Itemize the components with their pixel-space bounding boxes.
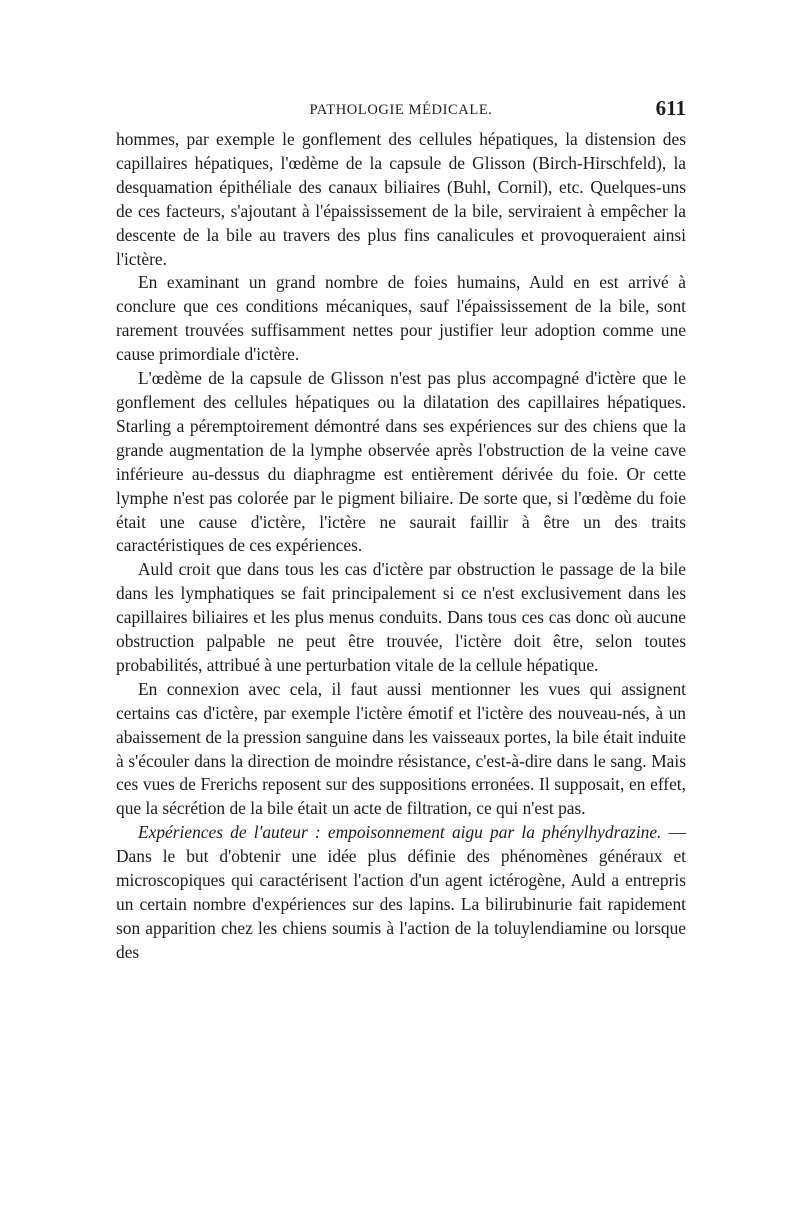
running-title: PATHOLOGIE MÉDICALE.	[309, 102, 493, 118]
paragraph-6	[116, 821, 686, 964]
page-number: 611	[655, 96, 686, 120]
paragraph-5: En connexion avec cela, il faut aussi mentionner les vues qui assignent certains cas d'ictère, par exemple l'ictère émotif et l'ictère des nouveau-nés, à un abaissement de la pression sanguine dans les vaisseaux portes, la bile était induite à s'écouler dans la direction de moindre résistance, c'est-à-dire dans le sang. Mais ces vues de Frerichs reposent sur des suppositions erronées. Il supposait, en effet, que la sécrétion de la bile était un acte de filtration, ce qui n'est pas.	[116, 678, 686, 819]
body-text	[116, 128, 686, 965]
section-text: — Dans le but d'obtenir une idée plus définie des phénomènes généraux et microscopiques qui caractérisent l'action d'un agent ictérogène, Auld a entrepris un certain nombre d'expériences sur des lapins. La bilirubinurie fait rapidement son apparition chez les chiens soumis à l'action de la toluylendiamine ou lorsque des	[116, 822, 687, 962]
paragraph-1: hommes, par exemple le gonflement des cellules hépatiques, la distension des capillaires hépatiques, l'œdème de la capsule de Glisson (Birch-Hirschfeld), la desquamation épithéliale des canaux biliaires (Buhl, Cornil), etc. Quelques-uns de ces facteurs, s'ajoutant à l'épaississement de la bile, serviraient à empêcher la descente de la bile au travers des plus fins canalicules et provoqueraient ainsi l'ictère.	[116, 129, 686, 269]
section-heading: Expériences de l'auteur : empoisonnement aigu par la phénylhydrazine.	[138, 822, 662, 843]
page-header	[116, 96, 686, 126]
paragraph-2: En examinant un grand nombre de foies humains, Auld en est arrivé à conclure que ces conditions mécaniques, sauf l'épaississement de la bile, sont rarement trouvées suffisamment nettes pour justifier leur adoption comme une cause primordiale d'ictère.	[116, 272, 686, 365]
paragraph-3: L'œdème de la capsule de Glisson n'est pas plus accompagné d'ictère que le gonflement des cellules hépatiques ou la dilatation des capillaires hépatiques. Starling a péremptoirement démontré dans ses expériences sur des chiens que la grande augmentation de la lymphe observée après l'obstruction de la veine cave inférieure au-dessus du diaphragme est entièrement dérivée du foie. Or cette lymphe n'est pas colorée par le pigment biliaire. De sorte que, si l'œdème du foie était une cause d'ictère, l'ictère ne saurait faillir à être un des traits caractéristiques de ces expériences.	[116, 368, 686, 556]
paragraph-4: Auld croit que dans tous les cas d'ictère par obstruction le passage de la bile dans les lymphatiques se fait principalement si ce n'est exclusivement dans les capillaires biliaires et les plus menus conduits. Dans tous ces cas donc où aucune obstruction palpable ne peut être trouvée, l'ictère doit être, selon toutes probabilités, attribué à une perturbation vitale de la cellule hépatique.	[116, 559, 686, 675]
